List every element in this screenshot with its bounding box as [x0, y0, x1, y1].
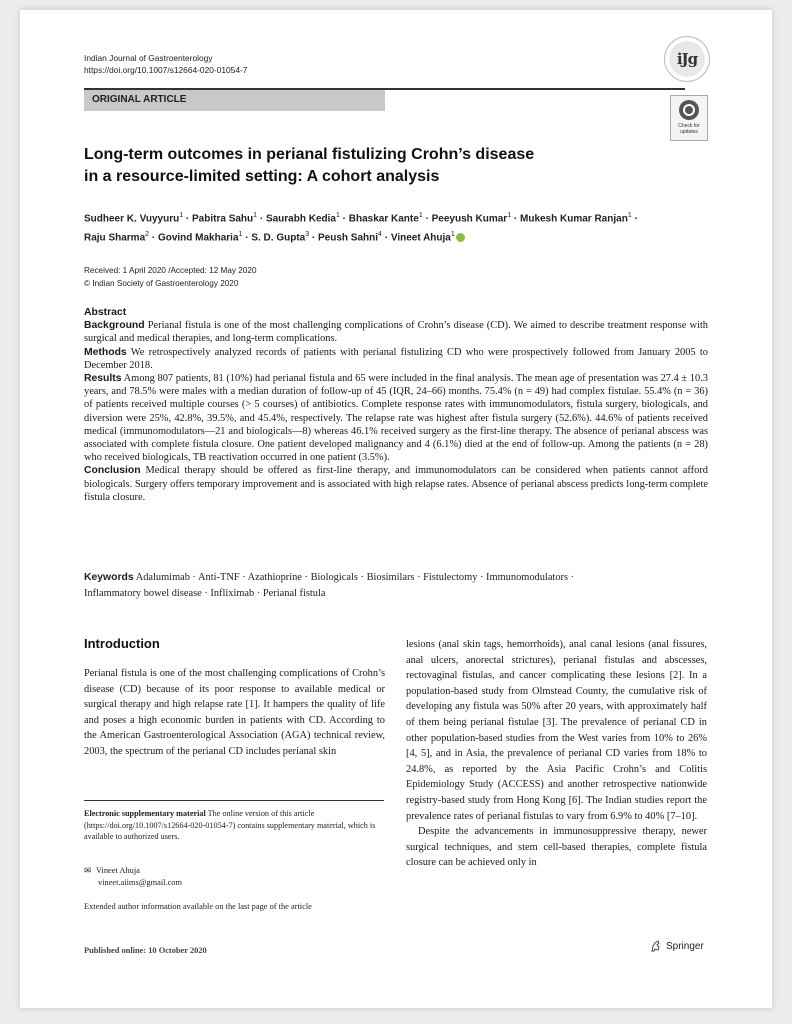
- footnote-text: The online version of this article (https://doi.org/10.1007/s12664-020-01054-7) contains supplementary material, which is available to authorized users.: [84, 809, 376, 841]
- springer-logo: [650, 940, 704, 952]
- header-rule: [385, 88, 685, 90]
- author-affiliation: 1: [335, 212, 340, 219]
- abstract-background: [84, 319, 708, 345]
- copyright: © Indian Society of Gastroenterology 2020: [84, 279, 239, 288]
- publisher-name: Springer: [666, 940, 704, 952]
- author-affiliation: 1: [450, 231, 455, 239]
- keywords-label: Keywords: [84, 572, 134, 583]
- article-page: [20, 10, 772, 1008]
- supplementary-footnote: [84, 808, 384, 843]
- author-name[interactable]: Pabitra Sahu: [192, 213, 254, 225]
- abstract-heading: Abstract: [84, 307, 127, 318]
- abstract: [84, 306, 708, 504]
- keywords-line-1: [84, 570, 708, 586]
- journal-logo: [664, 36, 710, 82]
- keywords: [84, 570, 708, 602]
- footnote-label: Electronic supplementary material: [84, 809, 206, 818]
- conclusion-label: Conclusion: [84, 465, 141, 477]
- abstract-conclusion: [84, 464, 708, 504]
- published-date: Published online: 10 October 2020: [84, 946, 207, 955]
- title-line-1: Long-term outcomes in perianal fistulizing Crohn’s disease: [84, 146, 535, 163]
- journal-header: [84, 52, 247, 76]
- introduction-heading: Introduction: [84, 636, 160, 651]
- title-line-2: in a resource-limited setting: A cohort analysis: [84, 168, 440, 185]
- author-affiliation: 2: [145, 231, 150, 239]
- author-line-2: Raju Sharma$^2$ · Govind Makharia$^1$ · S. D. Gupta$^3$ · Peush Sahni$^4$ · Vineet Ahuja$^1$: [84, 227, 724, 246]
- conclusion-text: Medical therapy should be offered as first-line therapy, and immunomodulators can be considered when patients cannot afford biologicals. Surgery offers temporary improvement and is associated with high relapse rates. Absence of perianal abscess predicts long-term complete fistula closure.: [84, 465, 708, 503]
- author-name[interactable]: Vineet Ahuja: [390, 232, 451, 244]
- author-name[interactable]: Bhaskar Kante: [348, 213, 419, 225]
- author-list: [84, 208, 724, 247]
- intro-paragraph: Perianal fistula is one of the most challenging complications of Crohn’s disease (CD) because of its poor response to available medical or surgical therapy and high relapse rate [1]. It hampers the quality of life and poses a high economic burden in patients with CD. According to the American Gastroenterological Association (AGA) technical review, 2003, the spectrum of the perianal CD includes perianal skin: [84, 668, 385, 757]
- keywords-list-1: Adalumimab · Anti-TNF · Azathioprine · Biologicals · Biosimilars · Fistulectomy · Immunomodulators ·: [135, 572, 575, 583]
- results-label: Results: [84, 373, 122, 385]
- introduction-right-column: [406, 637, 707, 871]
- author-affiliation: 1: [627, 212, 632, 219]
- orcid-icon[interactable]: [456, 233, 465, 242]
- section-bar: [84, 88, 385, 111]
- author-name[interactable]: Mukesh Kumar Ranjan: [520, 213, 628, 225]
- intro-paragraph: Despite the advancements in immunosuppressive therapy, newer surgical techniques, and stem cell-based therapies, complete fistula closure can be achieved only in: [406, 826, 707, 869]
- corresponding-author: [84, 865, 384, 889]
- envelope-icon: ✉: [84, 866, 92, 875]
- background-label: Background: [84, 320, 145, 332]
- contact-name: Vineet Ahuja: [95, 866, 140, 875]
- author-name[interactable]: Saurabh Kedia: [265, 213, 336, 225]
- abstract-methods: [84, 346, 708, 372]
- article-dates: [84, 264, 257, 290]
- doi-link[interactable]: https://doi.org/10.1007/s12664-020-01054-7: [84, 65, 248, 75]
- author-affiliation: 1: [179, 212, 184, 219]
- author-affiliation: 1: [253, 212, 258, 219]
- author-name[interactable]: Peush Sahni: [318, 232, 379, 244]
- results-text: Among 807 patients, 81 (10%) had perianal fistula and 65 were included in the final analysis. The mean age of presentation was 27.4 ± 10.3 years, and 78.5% were males with a median duration of follow-up of 45 (IQR, 24–66) months. 75.4% (n = 49) had complex fistulae. 55.4% (n = 36) of patients received multiple courses (> 5 courses) of antibiotics. Complete response rates with immunomodulators, fistula surgery, biologicals, and diversion were 25%, 42.8%, 39.5%, and 45.4%, respectively. The relapse rate was highest after fistula surgery (52.6%). 44.6% of patients received medical (immunomodulators—21 and biologicals—8) whereas 46.1% received surgery as the first-line therapy. The absence of perianal abscess was associated with complete fistula closure. One patient developed malignancy and 4 (6.1%) died at the end of follow-up. Among the patients (n = 28) who received biologicals, TB reactivation occurred in one patient (3.5%).: [84, 373, 708, 464]
- footnote-divider: [84, 800, 384, 801]
- introduction-left-column: [84, 666, 385, 760]
- keywords-list-2: Inflammatory bowel disease · Infliximab · Perianal fistula: [84, 588, 326, 599]
- article-title: [84, 144, 644, 188]
- journal-logo-text: iJg: [669, 41, 705, 77]
- extended-info: Extended author information available on the last page of the article: [84, 902, 312, 911]
- author-name[interactable]: Sudheer K. Vuyyuru: [84, 213, 180, 225]
- author-name[interactable]: Peeyush Kumar: [431, 213, 508, 225]
- received-accepted: Received: 1 April 2020 /Accepted: 12 May 2020: [84, 266, 257, 275]
- crossmark-icon: [679, 100, 699, 120]
- author-affiliation: 3: [305, 231, 310, 239]
- check-updates-button[interactable]: [670, 95, 708, 141]
- author-name[interactable]: Govind Makharia: [157, 232, 239, 244]
- check-updates-label: Check for updates: [678, 123, 700, 135]
- author-affiliation: 1: [238, 231, 243, 239]
- author-affiliation: 1: [507, 212, 512, 219]
- author-name[interactable]: Raju Sharma: [84, 232, 146, 244]
- author-affiliation: 4: [378, 231, 382, 239]
- methods-label: Methods: [84, 346, 127, 358]
- author-affiliation: 1: [418, 212, 423, 219]
- background-text: Perianal fistula is one of the most challenging complications of Crohn’s disease (CD). We aimed to describe treatment response with surgical and medical therapies, and long-term complications.: [84, 320, 708, 345]
- methods-text: We retrospectively analyzed records of patients with perianal fistulizing CD who were prospectively followed from January 2005 to December 2018.: [84, 346, 708, 371]
- springer-horse-icon: [650, 940, 662, 952]
- journal-name: Indian Journal of Gastroenterology: [84, 53, 213, 63]
- contact-email[interactable]: vineet.aiims@gmail.com: [98, 878, 182, 887]
- intro-paragraph: lesions (anal skin tags, hemorrhoids), anal canal lesions (anal fissures, anal ulcers, anorectal strictures), perianal fistulas and abscesses, rectovaginal fistulas, and cancer complicating these lesions [2]. In a population-based study from Olmstead County, the cumulative risk of developing any fistula was 50% after 20 years, with approximately half of them being perianal fistulae [3]. The prevalence of perianal CD in other population-based studies from the West varies from 10% to 26% [4, 5], and in Asia, the prevalence of perianal CD varies from 18% to 24.8%, as reported by the Asia Pacific Crohn’s and Colitis Epidemiology Study (ACCESS) and another retrospective nationwide registry-based study from Hong Kong [6]. The Indian studies report the prevalence rates of perianal fistulas to vary from 6.9% to 40% [7–10].: [406, 639, 707, 822]
- section-label: ORIGINAL ARTICLE: [92, 94, 187, 105]
- abstract-results: [84, 372, 708, 464]
- author-name[interactable]: S. D. Gupta: [251, 232, 306, 244]
- author-line-1: Sudheer K. Vuyyuru$^1$ · Pabitra Sahu$^1$ · Saurabh Kedia$^1$ · Bhaskar Kante$^1$ · Peeyush Kumar$^1$ · Mukesh Kumar Ranjan$^1$ ·: [84, 212, 638, 225]
